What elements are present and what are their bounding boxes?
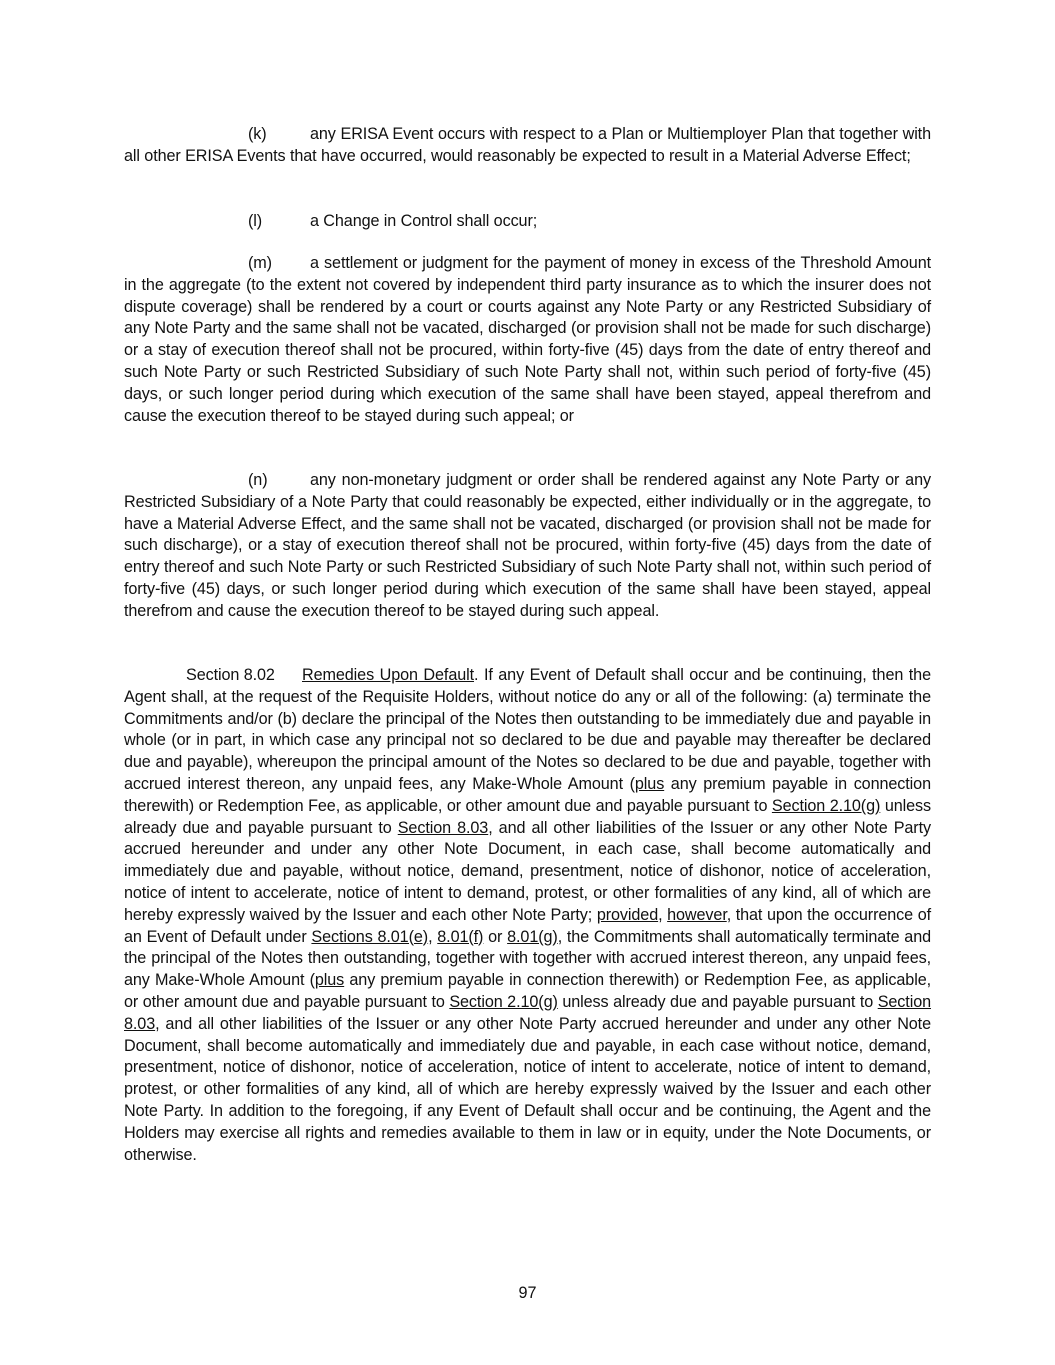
paragraph-marker: (n) bbox=[248, 471, 268, 489]
section-text: , and all other liabilities of the Issuer or any other Note Party accrued hereunder and under any other Note Document, in each case, shall become automatically and immediately due and payable, without notice, demand, presentment, notice of dishonor, notice of acceleration, notice of intent to accelerate, notice of intent to demand, protest, or other formalities of any kind, all of which are hereby expressly waived by the Issuer and each other Note Party; bbox=[124, 818, 931, 924]
provided-term: provided bbox=[596, 905, 659, 924]
paragraph-text: a settlement or judgment for the payment of money in excess of the Threshold Amount in the aggregate (to the extent not covered by independent third party insurance as to which the insurer does not dispute coverage) shall be rendered by a court or courts against any Note Party or any Restricted Subsidiary of any Note Party and the same shall not be vacated, discharged (or provision shall not be made for such discharge) or a stay of execution thereof shall not be procured, within forty-five (45) days from the date of entry thereof and such Note Party or such Restricted Subsidiary of such Note Party shall not, within such period of forty-five (45) days, or such longer period during which execution of the same shall have been stayed, appeal therefrom and cause the execution thereof to be stayed during such appeal; or bbox=[124, 254, 931, 425]
section-text: any premium payable in connection therewith) or Redemption Fee, as applicable, or other amount due and payable pursuant to bbox=[124, 774, 931, 815]
section-text: any premium payable in connection therewith) or Redemption Fee, as applicable, or other amount due and payable pursuant to bbox=[124, 971, 931, 1011]
section-text: unless already due and payable pursuant to bbox=[124, 796, 932, 837]
section-reference: Section 8.03 bbox=[397, 818, 489, 837]
section-text: or bbox=[483, 927, 508, 946]
plus-term: plus bbox=[634, 774, 665, 793]
section-reference: 8.01(g) bbox=[507, 927, 558, 946]
section-text: . If any Event of Default shall occur and be continuing, then the Agent shall, at the request of the Requisite Holders, without notice do any or all of the following: (a) terminate the Commitments and/or (b) declare the principal of the Notes then outstanding to be immediately due and payable in whole (or in part, in which case any principal not so declared to be due and payable may thereafter be declared due and payable), whereupon the principal amount of the Notes so declared to be due and payable, together with accrued interest thereon, any unpaid fees, any Make-Whole Amount ( bbox=[124, 666, 931, 793]
paragraph-text: a Change in Control shall occur; bbox=[310, 212, 538, 230]
section-text: , and all other liabilities of the Issuer or any other Note Party accrued hereunder and under any other Note Document, shall become automatically and immediately due and payable, in each case without notice, demand, presentment, notice of dishonor, notice of acceleration, notice of intent to accelerate, notice of intent to demand, protest, or other formalities of any kind, all of which are hereby expressly waived by the Issuer and each other Note Party. In addition to the foregoing, if any Event of Default shall occur and be continuing, the Agent and the Holders may exercise all rights and remedies available to them in law or in equity, under the Note Documents, or otherwise. bbox=[124, 1014, 931, 1164]
plus-term: plus bbox=[314, 971, 345, 990]
section-text: , that upon the occurrence of an Event of Default under bbox=[124, 905, 931, 946]
section-8-02 bbox=[124, 665, 931, 1166]
paragraph-text: any non-monetary judgment or order shall be rendered against any Note Party or any Restricted Subsidiary of a Note Party that could reasonably be expected, either individually or in the aggregate, to have a Material Adverse Effect, and the same shall not be vacated, discharged (or provision shall not be made for such discharge), or a stay of execution thereof shall not be procured, within forty-five (45) days from the date of entry thereof and such Note Party or such Restricted Subsidiary of such Note Party shall not, within such period of forty-five (45) days, or such longer period during which execution of the same shall have been stayed, appeal therefrom and cause the execution thereof to be stayed during such appeal. bbox=[124, 471, 931, 620]
section-text: , the Commitments shall automatically terminate and the principal of the Notes then outstanding, together with together with accrued interest thereon, any unpaid fees, any Make-Whole Amount ( bbox=[124, 927, 931, 990]
section-reference: 8.01(f) bbox=[437, 927, 484, 946]
paragraph-n bbox=[124, 470, 931, 623]
section-text: , bbox=[428, 927, 438, 946]
section-number: Section 8.02 bbox=[186, 666, 275, 684]
however-term: however bbox=[667, 905, 727, 924]
section-reference: Section 2.10(g) bbox=[449, 992, 558, 1011]
section-text: unless already due and payable pursuant to bbox=[557, 992, 878, 1011]
paragraph-marker: (m) bbox=[248, 254, 272, 272]
paragraph-l bbox=[124, 211, 931, 233]
paragraph-k bbox=[124, 124, 931, 168]
section-title: Remedies Upon Default bbox=[302, 666, 475, 684]
section-reference: Sections 8.01(e) bbox=[311, 927, 429, 946]
paragraph-marker: (k) bbox=[248, 125, 267, 143]
section-reference: Section 8.03 bbox=[124, 992, 931, 1033]
paragraph-marker: (l) bbox=[248, 212, 263, 230]
section-reference: Section 2.10(g) bbox=[771, 796, 881, 815]
page-number: 97 bbox=[518, 1284, 537, 1302]
paragraph-m bbox=[124, 253, 931, 427]
paragraph-text: any ERISA Event occurs with respect to a Plan or Multiemployer Plan that together with all other ERISA Events that have occurred, would reasonably be expected to result in a Material Adverse Effect; bbox=[124, 125, 931, 165]
section-text: , bbox=[658, 905, 668, 924]
